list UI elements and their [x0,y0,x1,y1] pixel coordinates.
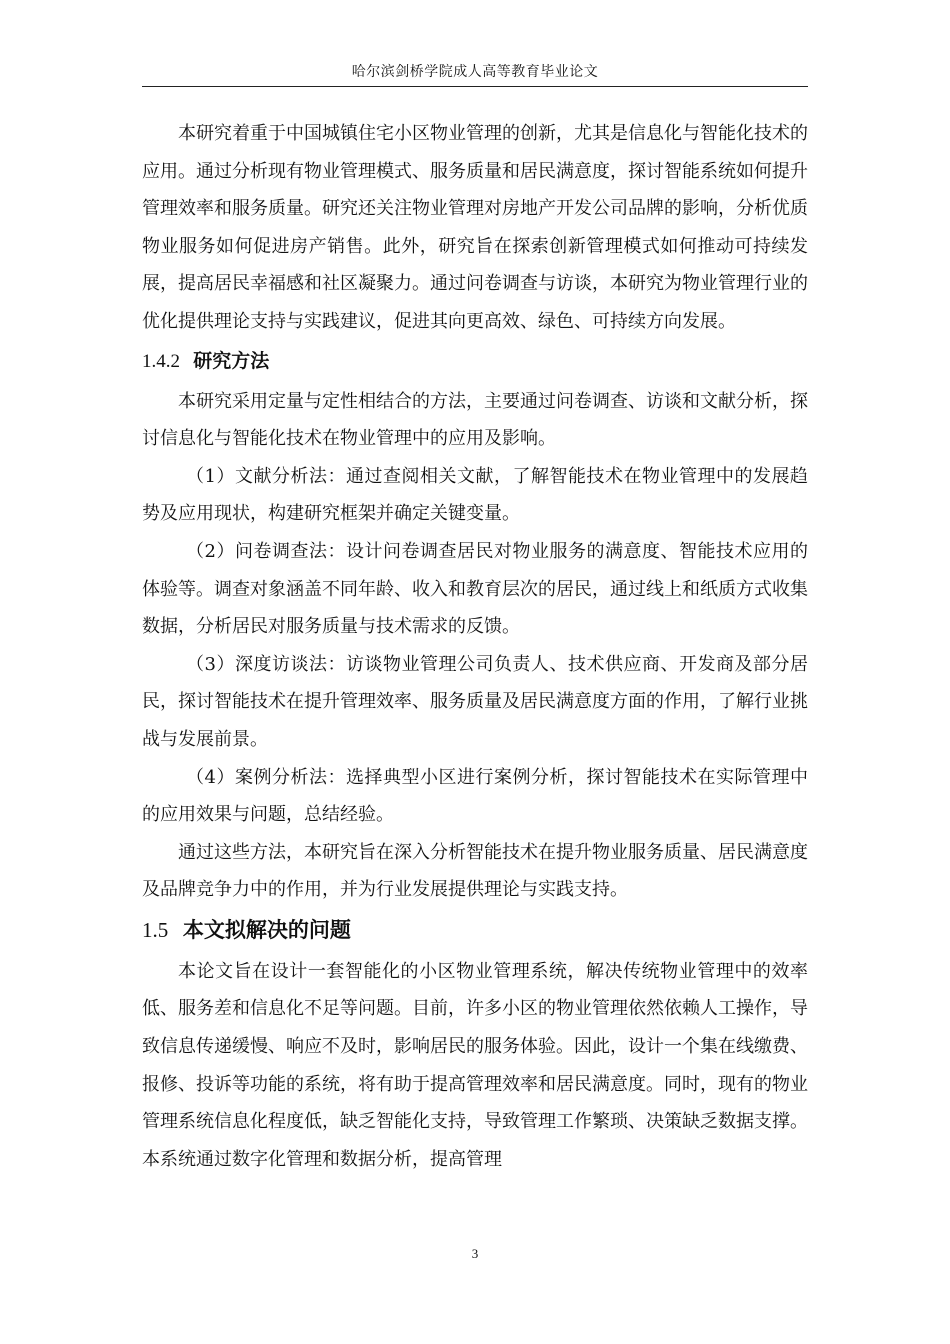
page-body [142,115,808,1178]
section-number: 1.4.2 [142,350,180,372]
section-heading-problems [142,910,808,950]
methods-intro-paragraph: 本研究采用定量与定性相结合的方法，主要通过问卷调查、访谈和文献分析，探讨信息化与智能化技术在物业管理中的应用及影响。 [142,390,808,450]
method-interview-paragraph: （3）深度访谈法：访谈物业管理公司负责人、技术供应商、开发商及部分居民，探讨智能技术在提升管理效率、服务质量及居民满意度方面的作用，了解行业挑战与发展前景。 [142,653,808,750]
page-number: 3 [471,1246,479,1261]
problems-paragraph: 本论文旨在设计一套智能化的小区物业管理系统，解决传统物业管理中的效率低、服务差和信息化不足等问题。目前，许多小区的物业管理依然依赖人工操作，导致信息传递缓慢、响应不及时，影响居民的服务体验。因此，设计一个集在线缴费、报修、投诉等功能的系统，将有助于提高管理效率和居民满意度。同时，现有的物业管理系统信息化程度低，缺乏智能化支持，导致管理工作繁琐、决策缺乏数据支撑。本系统通过数字化管理和数据分析，提高管理 [142,960,808,1170]
running-header: 哈尔滨剑桥学院成人高等教育毕业论文 [351,64,599,80]
method-questionnaire-paragraph: （2）问卷调查法：设计问卷调查居民对物业服务的满意度、智能技术应用的体验等。调查对象涵盖不同年龄、收入和教育层次的居民，通过线上和纸质方式收集数据，分析居民对服务质量与技术需求的反馈。 [142,540,808,638]
method-case-study-paragraph: （4）案例分析法：选择典型小区进行案例分析，探讨智能技术在实际管理中的应用效果与问题，总结经验。 [142,766,808,826]
section-number: 1.5 [142,917,169,942]
methods-summary-paragraph: 通过这些方法，本研究旨在深入分析智能技术在提升物业服务质量、居民满意度及品牌竞争力中的作用，并为行业发展提供理论与实践支持。 [142,841,808,901]
header-divider [142,86,808,87]
section-title: 研究方法 [193,349,270,372]
section-title: 本文拟解决的问题 [182,917,351,942]
section-heading-research-methods [142,342,808,381]
method-literature-paragraph: （1）文献分析法：通过查阅相关文献，了解智能技术在物业管理中的发展趋势及应用现状，构建研究框架并确定关键变量。 [142,465,808,525]
intro-paragraph: 本研究着重于中国城镇住宅小区物业管理的创新，尤其是信息化与智能化技术的应用。通过分析现有物业管理模式、服务质量和居民满意度，探讨智能系统如何提升管理效率和服务质量。研究还关注物业管理对房地产开发公司品牌的影响，分析优质物业服务如何促进房产销售。此外，研究旨在探索创新管理模式如何推动可持续发展，提高居民幸福感和社区凝聚力。通过问卷调查与访谈，本研究为物业管理行业的优化提供理论支持与实践建议，促进其向更高效、绿色、可持续方向发展。 [142,123,808,332]
